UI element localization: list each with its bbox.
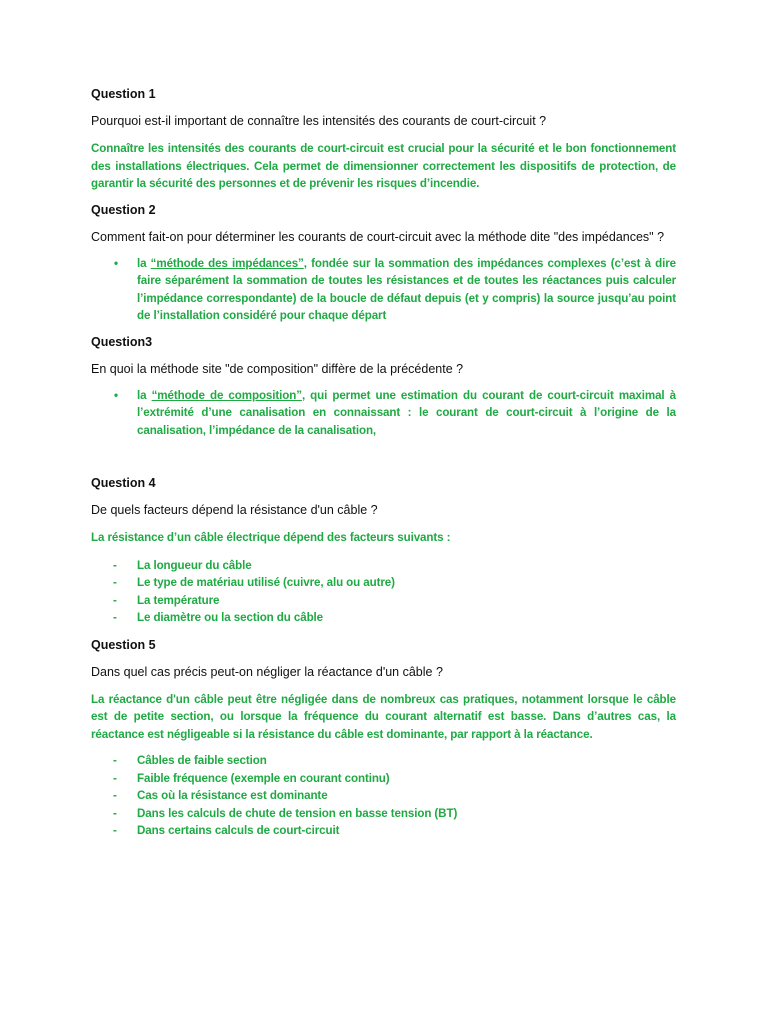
list-item-text: La longueur du câble <box>137 558 252 572</box>
bullet-prefix: la <box>137 256 151 270</box>
bullet-icon: • <box>114 388 118 402</box>
list-item <box>91 557 676 575</box>
dash-icon: - <box>113 593 117 607</box>
list-item <box>91 574 676 592</box>
methode-impedances-term: “méthode des impédances” <box>150 256 304 270</box>
dash-icon: - <box>113 558 117 572</box>
question-5-text: Dans quel cas précis peut-on négliger la réactance d'un câble ? <box>91 664 443 679</box>
list-item-text: Cas où la résistance est dominante <box>137 789 328 802</box>
methode-composition-term: “méthode de composition” <box>151 388 302 402</box>
question-3-bullet-item <box>91 387 676 440</box>
question-4-answer: La résistance d’un câble électrique dépend des facteurs suivants : <box>91 531 451 544</box>
list-item <box>91 787 676 805</box>
question-1-title: Question 1 <box>91 87 156 101</box>
question-2-title: Question 2 <box>91 202 156 217</box>
list-item-text: Dans certains calculs de court-circuit <box>137 824 340 837</box>
question-3-title: Question3 <box>91 334 153 349</box>
question-4-text: De quels facteurs dépend la résistance d'un câble ? <box>91 503 378 517</box>
question-2-bullet-item <box>91 255 676 325</box>
list-item <box>91 770 676 788</box>
dash-icon: - <box>113 824 117 837</box>
dash-icon: - <box>113 771 117 785</box>
dash-icon: - <box>113 576 117 589</box>
bullet-rest: , qui permet une estimation du courant de court-circuit maximal à l’extrémité d’une canalisation en connaissant : le courant de court-circuit à l’origine de la canalisation, l’impédance de la canalisation, <box>137 388 676 437</box>
question-5-answer: La réactance d'un câble peut être négligée dans de nombreux cas pratiques, notamment lorsque le câble est de petite section, ou lorsque la fréquence du courant alternatif est basse. Dans d’autres cas, la réactance est négligeable si la résistance du câble est dominante, par rapport à la réactance. <box>91 692 676 741</box>
question-5-title: Question 5 <box>91 637 156 652</box>
bullet-rest: , fondée sur la sommation des impédances complexes (c’est à dire faire séparément la sommation de toutes les résistances et de toutes les réactances puis calculer l’impédance correspondante) de la boucle de défaut depuis (et y compris) la source jusqu’au point de l’installation considéré pour chaque départ <box>137 256 676 322</box>
list-item-text: Le diamètre ou la section du câble <box>137 611 324 624</box>
list-item-text: La température <box>137 593 220 607</box>
question-2-bullet-list <box>91 255 676 325</box>
list-item-text: Faible fréquence (exemple en courant continu) <box>137 771 390 785</box>
question-5-case-list <box>91 752 676 840</box>
list-item-text: Dans les calculs de chute de tension en basse tension (BT) <box>137 806 458 820</box>
list-item <box>91 805 676 823</box>
list-item <box>91 609 676 627</box>
list-item-text: Câbles de faible section <box>137 754 267 767</box>
bullet-icon: • <box>114 256 118 270</box>
document-page <box>91 86 676 840</box>
dash-icon: - <box>113 611 117 624</box>
bullet-prefix: la <box>137 388 152 402</box>
dash-icon: - <box>113 806 117 820</box>
question-3-text: En quoi la méthode site "de composition" diffère de la précédente ? <box>91 361 464 376</box>
question-1-answer: Connaître les intensités des courants de court-circuit est crucial pour la sécurité et le bon fonctionnement des installations électriques. Cela permet de dimensionner correctement les dispositifs de protection, de garantir la sécurité des personnes et de prévenir les risques d’incendie. <box>91 142 676 190</box>
list-item-text: Le type de matériau utilisé (cuivre, alu ou autre) <box>137 576 395 589</box>
question-2-text: Comment fait-on pour déterminer les courants de court-circuit avec la méthode dite "des impédances" ? <box>91 229 665 244</box>
list-item <box>91 822 676 840</box>
dash-icon: - <box>113 754 117 767</box>
question-3-bullet-list <box>91 387 676 440</box>
question-4-title: Question 4 <box>91 476 156 490</box>
question-4-factor-list <box>91 557 676 627</box>
dash-icon: - <box>113 789 117 802</box>
list-item <box>91 592 676 610</box>
question-1-text: Pourquoi est-il important de connaître les intensités des courants de court-circuit ? <box>91 114 547 128</box>
list-item <box>91 752 676 770</box>
